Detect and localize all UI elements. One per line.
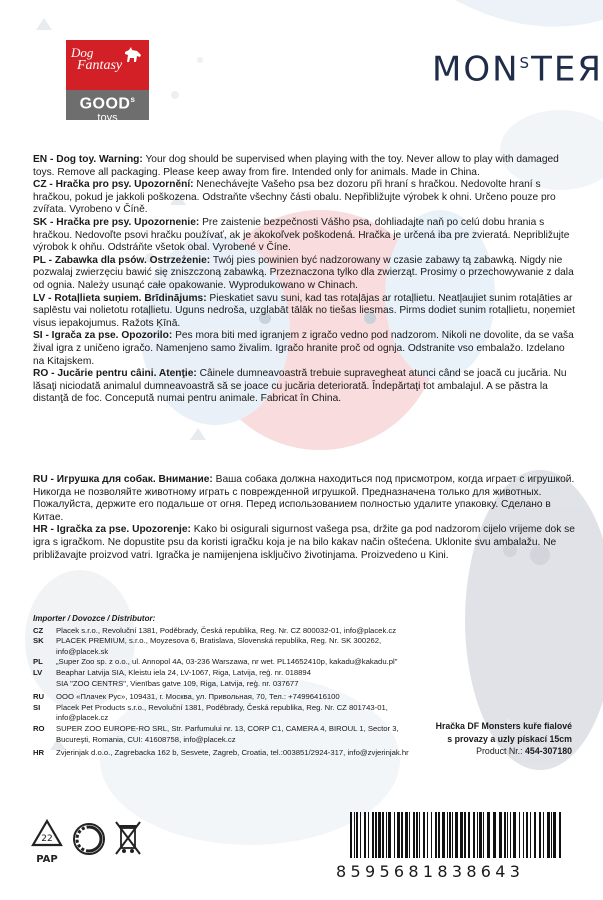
warning-text: Kako bi osigurali sigurnost vašega psa, držite ga pod nadzorom cijelo vrijeme dok se igra s igračkom. Ne dopustite psu da koristi igračku koja je na bilo kakav način oštećena. Uklonite svu ambalažu. Ne približavajte proizvod vatri. Igračka je namijenjena isključivo životinjama. Proizvedeno u Kini.: [33, 524, 575, 561]
importer-country: SK: [33, 636, 44, 646]
barcode-bar: [487, 812, 490, 858]
barcode-bar: [435, 812, 437, 858]
logo-fantasy-text: Fantasy: [77, 58, 123, 73]
barcode-bar: [442, 812, 445, 858]
importer-country: RU: [33, 692, 45, 702]
warning-text: Pre zaistenie bezpečnosti Vášho psa, dohliadajte naň po celú dobu hrania s hračkou. Nedovoľte psovi hračku používať, ak je akokoľvek poškodená. Hračka je určená iba pre zvieratá. Nepribližujte výrobok k ohňu. Odstráňte všetok obal. Vyrobené v Číne.: [33, 216, 570, 254]
warning-paragraph: [33, 474, 576, 524]
warning-label: HR - Igračka za pse. Upozorenje:: [33, 524, 191, 536]
barcode-bar: [455, 812, 458, 858]
barcode-bar: [530, 812, 531, 858]
barcode-bar: [519, 812, 520, 858]
importer-text: „Super Zoo sp. z o.o., ul. Annopol 4A, 03-236 Warszawa, nr wet. PL14652410p, kakadu@kakadu.pl": [56, 657, 398, 667]
barcode-bar: [460, 812, 463, 858]
importer-country: RO: [33, 723, 45, 733]
barcode-bar: [526, 812, 528, 858]
importer-country: CZ: [33, 625, 44, 635]
importer-row: [33, 735, 413, 746]
importer-country: [33, 679, 56, 690]
recycle-code: 22: [41, 834, 53, 844]
warning-label: LV - Rotaļlieta suņiem. Brīdinājums:: [33, 292, 207, 304]
barcode-bar: [452, 812, 453, 858]
barcode-bar: [449, 812, 451, 858]
product-info: [430, 720, 572, 758]
importer-text: Placek Pet Products s.r.o., Revoluční 1381, Poděbrady, Česká republika, Reg. Nr. CZ 801743-01, info@placek.cz: [56, 702, 388, 723]
barcode-bar: [368, 812, 369, 858]
importer-country: LV: [33, 667, 43, 677]
monster-title-part1: MON: [432, 49, 520, 90]
monster-title-part3: TEЯ: [531, 49, 603, 90]
warning-label: PL - Zabawka dla psów. Ostrzeżenie:: [33, 254, 211, 266]
warning-paragraph: [33, 255, 576, 293]
barcode-bar: [438, 812, 440, 858]
logo-goods-text: GOOD: [79, 95, 131, 113]
importer-row: [33, 692, 413, 703]
recycle-material: PAP: [36, 854, 58, 865]
logo-goods-sup: s: [130, 95, 136, 104]
barcode-bar: [493, 812, 496, 858]
importer-row: [33, 724, 413, 735]
crossed-bin-icon: [114, 820, 142, 856]
barcode-bar: [464, 812, 466, 858]
barcode-bar: [372, 812, 374, 858]
logo-toys-text: toys: [97, 112, 118, 125]
importer-text: Bucureşti, Romania, CUI: 41608758, info@placek.cz: [56, 734, 236, 744]
dog-silhouette-icon: [123, 46, 143, 64]
barcode-number: 8595681838643: [336, 862, 525, 881]
warning-label: CZ - Hračka pro psy. Upozornění:: [33, 179, 194, 191]
barcode-bar: [473, 812, 475, 858]
barcode-bar: [559, 812, 561, 858]
barcode-bar: [350, 812, 352, 858]
barcode-bar: [354, 812, 355, 858]
barcode-bar: [553, 812, 556, 858]
barcode-bar: [510, 812, 511, 858]
warning-text: Pes mora biti med igranjem z igračo vedno pod nadzorom. Nikoli ne dovolite, da se vaša žival igra z uničeno igračo. Namenjeno samo živalim. Igračo hranite proč od ognja. Odstranite vso embalažo. Izdelano na Kitajskem.: [33, 330, 574, 367]
barcode-bar: [479, 812, 482, 858]
importer-row: [33, 657, 413, 668]
barcode-bar: [364, 812, 366, 858]
warnings-top: [33, 154, 576, 406]
barcode-bar: [401, 812, 403, 858]
warning-paragraph: [33, 293, 576, 331]
barcode-bar: [413, 812, 415, 858]
warning-paragraph: [33, 330, 576, 368]
barcode-bar: [419, 812, 420, 858]
importer-row: [33, 626, 413, 637]
product-name-line1: Hračka DF Monsters kuře fialové: [435, 721, 572, 731]
importer-country: HR: [33, 748, 45, 758]
importer-text: SUPER ZOO EUROPE-RO SRL, Str. Parfumului nr. 13, CORP C1, CAMERA 4, BIROUL 1, Sector 3,: [56, 723, 399, 733]
warning-paragraph: [33, 368, 576, 406]
logo-dog-text: Dog: [71, 45, 94, 60]
barcode-bar: [499, 812, 502, 858]
barcode-bar: [360, 812, 361, 858]
logo-grey-block: [66, 90, 149, 125]
warning-text: Ваша собака должна находиться под присмотром, когда играет с игрушкой. Никогда не позволяйте животному играть с поврежденной игрушкой. Предназначена только для животных. Пожалуйста, держите его подальше от огня. Перед использованием полностью удалите упаковку. Сделано в Китае.: [33, 474, 575, 523]
barcode-bar: [378, 812, 381, 858]
importer-text: Beaphar Latvija SIA, Kleistu iela 24, LV-1067, Riga, Latvija, reģ. nr. 018894: [56, 667, 311, 677]
barcode-bar: [468, 812, 470, 858]
importer-country: SI: [33, 702, 41, 712]
barcode-bar: [356, 812, 358, 858]
warning-text: Pieskatiet savu suni, kad tas rotaļājas ar rotaļlietu. Neatļaujiet sunim rotaļāties ar saplēstu vai nolietotu rotaļlietu. Uguns nedroša, uzglabāt tālāk no tiešas liesmas. Pirms dodiet sunim rotaļlietu, noņemiet visus iepakojumus. Ražots Ķīnā.: [33, 292, 575, 329]
barcode-bar: [405, 812, 408, 858]
barcode-bar: [375, 812, 377, 858]
warnings-bottom: [33, 474, 576, 562]
product-number-value: 454-307180: [525, 746, 572, 756]
barcode-bar: [386, 812, 387, 858]
barcode-bar: [447, 812, 448, 858]
barcode: [336, 812, 576, 881]
logo-red-block: [66, 40, 149, 90]
barcode-bar: [409, 812, 410, 858]
barcode-bar: [543, 812, 544, 858]
importer-heading: Importer / Dovozce / Distributor:: [33, 614, 156, 623]
warning-text: Nenechávejte Vašeho psa bez dozoru při hraní s hračkou. Nedovolte hraní s hračkou, pokud je jakkoli poškozena. Odstraňte všechny části obalu. Nepřibližujte výrobek k ohni. Určeno pouze pro zvířata. Vyrobeno v Číně.: [33, 179, 556, 216]
importer-row: [33, 703, 413, 724]
recycling-icons: [30, 818, 140, 873]
monster-title-part2: S: [519, 54, 532, 72]
barcode-bar: [416, 812, 418, 858]
barcode-bar: [504, 812, 506, 858]
importer-text: ООО «Плачек Рус», 109431, г. Москва, ул. Привольная, 70, Тел.: +74996416100: [56, 692, 340, 702]
warning-text: Câinele dumneavoastră trebuie supravegheat atunci când se joacă cu jucăria. Nu lăsaţi niciodată animalul dumneavoastră să se joace cu jucăria deteriorată. Îndepărtaţi tot ambalajul. A se păstra la distanţă de foc. Concepută numai pentru animale. Fabricat în China.: [33, 368, 567, 405]
importer-text: Zvjerinjak d.o.o., Zagrebacka 162 b, Sesvete, Zagreb, Croatia, tel.:003851/2924-317, info@zvjerinjak.hr: [56, 748, 409, 758]
importer-country: [33, 735, 56, 746]
importer-row: [33, 636, 413, 657]
barcode-bar: [483, 812, 484, 858]
warning-label: SI - Igrača za pse. Opozorilo:: [33, 330, 173, 342]
barcode-bar: [431, 812, 432, 858]
importer-text: Placek s.r.o., Revoluční 1381, Poděbrady, Česká republika, Reg. Nr. CZ 800032-01, info@placek.cz: [56, 625, 397, 635]
barcode-bar: [382, 812, 384, 858]
barcode-bar: [477, 812, 478, 858]
barcode-bar: [394, 812, 395, 858]
monster-title: [432, 38, 603, 90]
warning-paragraph: [33, 217, 576, 255]
barcode-bar: [513, 812, 516, 858]
barcode-bar: [507, 812, 508, 858]
barcode-bar: [534, 812, 536, 858]
barcode-bar: [539, 812, 541, 858]
importer-list: [33, 614, 413, 759]
warning-paragraph: [33, 524, 576, 562]
barcode-bar: [547, 812, 550, 858]
barcode-bar: [397, 812, 400, 858]
product-number-label: Product Nr.:: [476, 746, 523, 756]
barcode-bar: [523, 812, 524, 858]
warning-paragraph: [33, 154, 576, 179]
warning-label: RO - Jucărie pentru câini. Atenţie:: [33, 368, 197, 380]
barcode-bar: [423, 812, 425, 858]
product-name-line2: s provazy a uzly pískací 15cm: [447, 733, 572, 744]
dog-fantasy-goods-logo: [66, 40, 149, 125]
product-number: [430, 745, 572, 758]
warning-label: EN - Dog toy. Warning:: [33, 154, 143, 165]
importer-text: PLACEK PREMIUM, s.r.o., Moyzesova 6, Bratislava, Slovenská republika, Reg. Nr. SK 300262, info@placek.sk: [56, 636, 382, 656]
importer-row: [33, 679, 413, 690]
importer-row: [33, 748, 413, 759]
recycle-pap-icon: [30, 818, 64, 868]
importer-text: SIA "ZOO CENTRS", Vienības gatve 109, Riga, Latvija, reģ. nr. 037677: [56, 678, 299, 688]
importer-row: [33, 668, 413, 679]
importer-country: PL: [33, 657, 43, 667]
warning-label: RU - Игрушка для собак. Внимание:: [33, 474, 213, 485]
barcode-bar: [388, 812, 391, 858]
warning-label: SK - Hračka pre psy. Upozornenie:: [33, 216, 200, 228]
warning-text: Your dog should be supervised when playing with the toy. Never allow to play with damaged toys. Remove all packaging. Please keep away from fire. Intended only for animals. Made in China.: [33, 154, 559, 178]
barcode-bar: [551, 812, 552, 858]
barcode-bar: [427, 812, 428, 858]
warning-paragraph: [33, 179, 576, 217]
barcode-icon: [336, 812, 576, 858]
warning-text: Twój pies powinien być nadzorowany w czasie zabawy tą zabawką. Nigdy nie pozwalaj zwierzęciu bawić się zniszczoną zabawką. Przeznaczona tylko dla zwierząt. Prosimy o przechowywanie z dala od ognia. Należy usunąć całe opakowanie. Wyprodukowano w Chinach.: [33, 254, 574, 291]
green-dot-icon: [72, 822, 106, 856]
